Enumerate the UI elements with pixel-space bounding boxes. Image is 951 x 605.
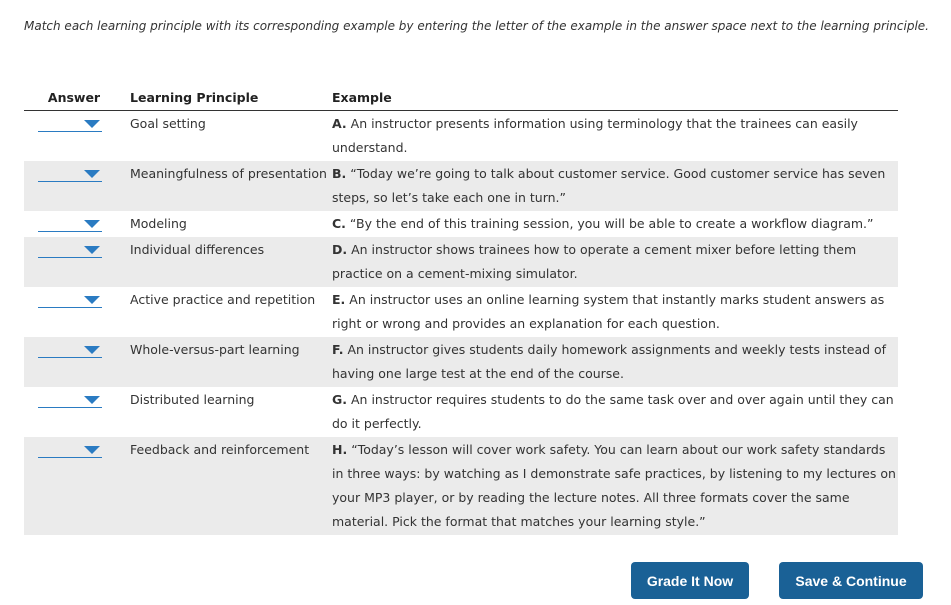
- table-row: [24, 211, 898, 237]
- example-text: “Today we’re going to talk about customer service. Good customer service has seven steps, so let’s take each one in turn.”: [332, 166, 886, 205]
- answer-cell: [24, 237, 124, 287]
- example-cell: [332, 111, 898, 162]
- example-text: An instructor shows trainees how to operate a cement mixer before letting them practice on a cement-mixing simulator.: [332, 242, 857, 281]
- chevron-down-icon[interactable]: [84, 296, 100, 304]
- answer-cell: [24, 337, 124, 387]
- table-row: [24, 337, 898, 387]
- chevron-down-icon[interactable]: [84, 246, 100, 254]
- answer-cell: [24, 211, 124, 237]
- header-answer: Answer: [24, 87, 124, 111]
- answer-cell: [24, 161, 124, 211]
- save-and-continue-button[interactable]: Save & Continue: [779, 562, 923, 599]
- example-cell: [332, 287, 898, 337]
- table-row: [24, 237, 898, 287]
- example-letter: B.: [332, 166, 347, 181]
- header-example: Example: [332, 87, 898, 111]
- example-text: An instructor gives students daily homework assignments and weekly tests instead of having one large test at the end of the course.: [332, 342, 887, 381]
- learning-principle: Individual differences: [124, 237, 332, 287]
- example-text: An instructor presents information using terminology that the trainees can easily understand.: [332, 116, 858, 155]
- table-row: [24, 287, 898, 337]
- example-text: An instructor uses an online learning system that instantly marks student answers as right or wrong and provides an explanation for each question.: [332, 292, 885, 331]
- table-row: [24, 111, 898, 162]
- example-cell: [332, 437, 898, 535]
- learning-principle: Modeling: [130, 216, 187, 231]
- answer-cell: [24, 111, 124, 162]
- chevron-down-icon[interactable]: [84, 120, 100, 128]
- answer-dropdown[interactable]: [38, 439, 102, 458]
- example-cell: [332, 387, 898, 437]
- example-text: An instructor requires students to do the same task over and over again until they can do it perfectly.: [332, 392, 894, 431]
- example-text: “Today’s lesson will cover work safety. You can learn about our work safety standards in three ways: by watching as I demonstrate safe practices, by listening to my lectures on your MP3 player, or by reading the lecture notes. All three formats cover the same material. Pick the format that matches your learning style.”: [332, 442, 896, 529]
- learning-principle: Meaningfulness of presentation: [124, 161, 332, 211]
- learning-principle: Goal setting: [130, 116, 206, 131]
- table-row: [24, 437, 898, 535]
- answer-dropdown[interactable]: [38, 289, 102, 308]
- example-cell: [332, 161, 898, 211]
- instructions-text: Match each learning principle with its corresponding example by entering the letter of the example in the answer space next to the learning principle.: [24, 19, 929, 33]
- example-letter: G.: [332, 392, 348, 407]
- table-row: [24, 387, 898, 437]
- answer-dropdown[interactable]: [38, 163, 102, 182]
- example-text: “By the end of this training session, you will be able to create a workflow diagram.”: [349, 216, 874, 231]
- header-learning-principle: Learning Principle: [124, 87, 332, 111]
- chevron-down-icon[interactable]: [84, 396, 100, 404]
- example-letter: F.: [332, 342, 344, 357]
- answer-cell: [24, 387, 124, 437]
- chevron-down-icon[interactable]: [84, 446, 100, 454]
- answer-cell: [24, 437, 124, 535]
- chevron-down-icon[interactable]: [84, 220, 100, 228]
- example-letter: E.: [332, 292, 346, 307]
- table-row: [24, 161, 898, 211]
- matching-table: [24, 87, 898, 535]
- answer-dropdown[interactable]: [38, 389, 102, 408]
- learning-principle: Distributed learning: [130, 392, 255, 407]
- chevron-down-icon[interactable]: [84, 346, 100, 354]
- example-letter: H.: [332, 442, 348, 457]
- learning-principle: Active practice and repetition: [130, 292, 316, 307]
- table-header-row: [24, 87, 898, 111]
- learning-principle: Feedback and reinforcement: [124, 437, 332, 535]
- example-letter: A.: [332, 116, 347, 131]
- example-cell: [332, 211, 898, 237]
- answer-dropdown[interactable]: [38, 339, 102, 358]
- answer-cell: [24, 287, 124, 337]
- example-letter: D.: [332, 242, 348, 257]
- example-letter: C.: [332, 216, 346, 231]
- learning-principle: Whole-versus-part learning: [124, 337, 332, 387]
- example-cell: [332, 337, 898, 387]
- answer-dropdown[interactable]: [38, 239, 102, 258]
- answer-dropdown[interactable]: [38, 213, 102, 232]
- example-cell: [332, 237, 898, 287]
- grade-it-now-button[interactable]: Grade It Now: [631, 562, 749, 599]
- answer-dropdown[interactable]: [38, 113, 102, 132]
- chevron-down-icon[interactable]: [84, 170, 100, 178]
